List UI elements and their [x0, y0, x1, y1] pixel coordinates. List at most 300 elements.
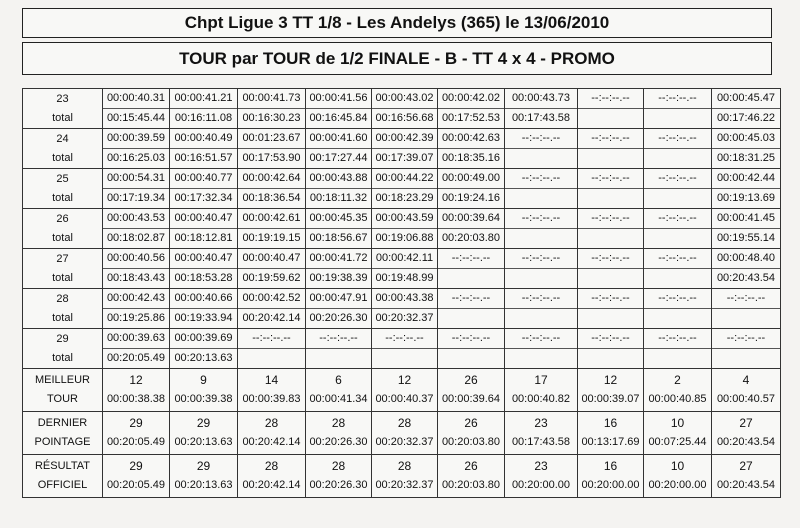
lap-label — [23, 289, 103, 329]
stats-lap-number: 29 — [129, 459, 143, 473]
stats-time: 00:00:39.07 — [581, 393, 640, 405]
lap-time: 00:00:42.64 — [238, 169, 305, 189]
lap-time: 00:01:23.67 — [238, 129, 305, 149]
stats-time: 00:07:25.44 — [648, 436, 707, 448]
stats-cell — [644, 455, 712, 498]
stats-cell — [372, 412, 438, 455]
lap-time: --:--:--.-- — [712, 289, 780, 309]
cumulative-time: 00:18:23.29 — [375, 192, 434, 204]
lap-time: --:--:--.-- — [644, 209, 711, 229]
stats-lap-number: 28 — [264, 459, 279, 473]
stats-time: 00:00:40.57 — [716, 393, 776, 405]
stats-lap-number: 12 — [603, 373, 618, 387]
cumulative-time: 00:18:11.32 — [309, 192, 368, 204]
cumulative-time — [712, 349, 780, 368]
stats-lap-number: 27 — [739, 416, 753, 430]
cumulative-time — [505, 349, 577, 368]
total-label: total — [52, 311, 73, 324]
lap-time: --:--:--.-- — [505, 289, 577, 309]
lap-time: --:--:--.-- — [578, 89, 643, 109]
cumulative-time — [578, 149, 643, 168]
lap-time-cell — [644, 129, 712, 169]
lap-row — [23, 249, 781, 289]
stats-time: 00:20:32.37 — [375, 479, 434, 491]
lap-time-cell — [103, 209, 170, 249]
lap-time: 00:00:39.59 — [103, 129, 169, 149]
lap-time: 00:00:40.47 — [170, 249, 237, 269]
cumulative-time: 00:19:48.99 — [375, 272, 434, 284]
cumulative-time: 00:20:42.14 — [242, 312, 301, 324]
cumulative-time: 00:16:45.84 — [309, 112, 368, 124]
lap-number: 29 — [56, 332, 69, 345]
cumulative-time — [505, 149, 577, 168]
stats-lap-number: 28 — [264, 416, 279, 430]
lap-time: 00:00:40.66 — [170, 289, 237, 309]
cumulative-time: 00:17:32.34 — [174, 192, 233, 204]
cumulative-time — [578, 189, 643, 208]
lap-time-cell — [438, 209, 505, 249]
stats-cell — [103, 455, 170, 498]
cumulative-time: 00:16:30.23 — [242, 112, 301, 124]
stats-cell — [644, 369, 712, 412]
cumulative-time: 00:16:11.08 — [174, 112, 233, 124]
lap-time-cell — [438, 289, 505, 329]
stats-cell — [505, 369, 578, 412]
stats-cell — [505, 455, 578, 498]
stats-lap-number: 10 — [670, 459, 685, 473]
stats-cell — [103, 369, 170, 412]
stats-row — [23, 412, 781, 455]
cumulative-time: 00:17:53.90 — [242, 152, 301, 164]
cumulative-time: 00:19:38.39 — [309, 272, 368, 284]
stats-row — [23, 369, 781, 412]
lap-time-cell — [372, 89, 438, 129]
lap-time-cell — [238, 129, 306, 169]
lap-time-cell — [578, 129, 644, 169]
lap-time: 00:00:44.22 — [372, 169, 437, 189]
lap-time: 00:00:43.38 — [372, 289, 437, 309]
stats-label-top: RÉSULTAT — [34, 460, 90, 472]
stats-lap-number: 26 — [464, 373, 478, 387]
cumulative-time — [505, 269, 577, 288]
cumulative-time: 00:19:55.14 — [716, 232, 776, 244]
cumulative-time: 00:17:46.22 — [716, 112, 776, 124]
lap-time-cell — [505, 89, 578, 129]
lap-time-cell — [505, 329, 578, 369]
lap-time-cell — [438, 249, 505, 289]
lap-time-cell — [170, 129, 238, 169]
cumulative-time: 00:18:35.16 — [441, 152, 501, 164]
stats-time: 00:00:39.38 — [174, 393, 233, 405]
lap-time: --:--:--.-- — [306, 329, 371, 349]
cumulative-time: 00:20:26.30 — [309, 312, 368, 324]
stats-lap-number: 6 — [335, 373, 342, 387]
stats-cell — [712, 369, 781, 412]
lap-time-cell — [438, 169, 505, 209]
lap-time-cell — [103, 289, 170, 329]
lap-time: --:--:--.-- — [578, 209, 643, 229]
lap-time: 00:00:41.72 — [306, 249, 371, 269]
lap-time: 00:00:42.11 — [372, 249, 437, 269]
cumulative-time: 00:19:25.86 — [106, 312, 166, 324]
results-table — [22, 88, 781, 498]
stats-lap-number: 2 — [674, 373, 681, 387]
cumulative-time — [578, 349, 643, 368]
lap-time-cell — [170, 169, 238, 209]
lap-time: 00:00:43.53 — [103, 209, 169, 229]
lap-time: 00:00:41.73 — [238, 89, 305, 109]
stats-cell — [578, 455, 644, 498]
total-label: total — [52, 111, 73, 124]
stats-time: 00:20:00.00 — [581, 479, 640, 491]
cumulative-time: 00:19:24.16 — [441, 192, 501, 204]
stats-lap-number: 28 — [397, 459, 412, 473]
lap-row — [23, 329, 781, 369]
cumulative-time: 00:18:36.54 — [242, 192, 301, 204]
lap-time-cell — [578, 249, 644, 289]
stats-label-bottom: OFFICIEL — [37, 479, 88, 491]
lap-time-cell — [238, 329, 306, 369]
cumulative-time: 00:19:19.15 — [242, 232, 301, 244]
stats-time: 00:20:13.63 — [174, 479, 233, 491]
cumulative-time: 00:18:02.87 — [106, 232, 166, 244]
cumulative-time: 00:17:52.53 — [441, 112, 501, 124]
lap-number: 23 — [56, 92, 69, 105]
lap-time: 00:00:43.59 — [372, 209, 437, 229]
lap-time: --:--:--.-- — [644, 249, 711, 269]
stats-label — [23, 369, 103, 412]
stats-cell — [306, 455, 372, 498]
lap-time: 00:00:42.52 — [238, 289, 305, 309]
stats-time: 00:20:00.00 — [511, 479, 571, 491]
lap-time-cell — [578, 89, 644, 129]
lap-time-cell — [712, 129, 781, 169]
stats-time: 00:20:03.80 — [441, 479, 501, 491]
stats-cell — [238, 412, 306, 455]
lap-time-cell — [238, 289, 306, 329]
lap-time-cell — [644, 329, 712, 369]
cumulative-time — [505, 229, 577, 248]
total-label: total — [52, 231, 73, 244]
lap-time-cell — [170, 289, 238, 329]
lap-time: 00:00:40.56 — [103, 249, 169, 269]
stats-label-bottom: POINTAGE — [34, 436, 91, 448]
lap-time-cell — [505, 289, 578, 329]
stats-label-top: DERNIER — [37, 417, 88, 429]
cumulative-time: 00:15:45.44 — [106, 112, 166, 124]
lap-time-cell — [578, 329, 644, 369]
lap-number: 28 — [56, 292, 69, 305]
stats-time: 00:20:32.37 — [375, 436, 434, 448]
lap-time-cell — [438, 329, 505, 369]
cumulative-time — [578, 109, 643, 128]
stats-lap-number: 16 — [603, 416, 618, 430]
lap-time-cell — [505, 129, 578, 169]
stats-time: 00:20:05.49 — [106, 479, 166, 491]
lap-time-cell — [103, 129, 170, 169]
lap-time: 00:00:40.49 — [170, 129, 237, 149]
total-label: total — [52, 191, 73, 204]
lap-time-cell — [306, 89, 372, 129]
lap-time: --:--:--.-- — [505, 209, 577, 229]
cumulative-time — [644, 309, 711, 328]
lap-time: --:--:--.-- — [438, 329, 504, 349]
lap-time: --:--:--.-- — [505, 329, 577, 349]
stats-lap-number: 12 — [397, 373, 412, 387]
stats-lap-number: 29 — [129, 416, 143, 430]
lap-time-cell — [644, 249, 712, 289]
lap-time: --:--:--.-- — [505, 249, 577, 269]
lap-time-cell — [644, 209, 712, 249]
lap-time: 00:00:39.63 — [103, 329, 169, 349]
lap-time-cell — [578, 169, 644, 209]
cumulative-time — [238, 349, 305, 368]
total-label: total — [52, 351, 73, 364]
results-body — [23, 89, 781, 498]
lap-time-cell — [103, 169, 170, 209]
stats-lap-number: 17 — [534, 373, 548, 387]
stats-time: 00:20:42.14 — [242, 479, 301, 491]
stats-time: 00:20:03.80 — [441, 436, 501, 448]
lap-time: --:--:--.-- — [578, 169, 643, 189]
lap-time-cell — [505, 169, 578, 209]
stats-cell — [306, 369, 372, 412]
lap-time: 00:00:41.21 — [170, 89, 237, 109]
lap-time-cell — [372, 209, 438, 249]
stats-lap-number: 28 — [331, 416, 346, 430]
lap-time: 00:00:42.02 — [438, 89, 504, 109]
stats-cell — [438, 455, 505, 498]
stats-lap-number: 9 — [200, 373, 207, 387]
cumulative-time — [438, 309, 504, 328]
stats-cell — [170, 412, 238, 455]
lap-time-cell — [712, 289, 781, 329]
stats-time: 00:17:43.58 — [511, 436, 571, 448]
lap-time-cell — [372, 329, 438, 369]
stats-time: 00:13:17.69 — [581, 436, 640, 448]
stats-lap-number: 23 — [534, 459, 548, 473]
stats-cell — [712, 412, 781, 455]
lap-label — [23, 129, 103, 169]
lap-row — [23, 209, 781, 249]
lap-time-cell — [644, 169, 712, 209]
stats-time: 00:00:40.82 — [511, 393, 571, 405]
lap-time: --:--:--.-- — [505, 169, 577, 189]
stats-cell — [170, 369, 238, 412]
lap-time: 00:00:45.47 — [712, 89, 780, 109]
lap-time-cell — [306, 249, 372, 289]
lap-time: 00:00:47.91 — [306, 289, 371, 309]
stats-lap-number: 16 — [603, 459, 618, 473]
lap-time-cell — [712, 329, 781, 369]
lap-time: --:--:--.-- — [438, 249, 504, 269]
lap-time-cell — [238, 249, 306, 289]
cumulative-time: 00:20:13.63 — [174, 352, 233, 364]
lap-time: 00:00:48.40 — [712, 249, 780, 269]
stats-time: 00:00:39.64 — [441, 393, 501, 405]
lap-time-cell — [644, 289, 712, 329]
stats-label-top: MEILLEUR — [34, 374, 91, 386]
lap-time-cell — [170, 329, 238, 369]
stats-time: 00:20:05.49 — [106, 436, 166, 448]
stats-lap-number: 23 — [534, 416, 548, 430]
cumulative-time: 00:17:39.07 — [375, 152, 434, 164]
lap-time: 00:00:42.39 — [372, 129, 437, 149]
total-label: total — [52, 271, 73, 284]
lap-time: 00:00:43.88 — [306, 169, 371, 189]
stats-lap-number: 10 — [670, 416, 685, 430]
lap-time: 00:00:40.77 — [170, 169, 237, 189]
lap-time-cell — [306, 129, 372, 169]
lap-label — [23, 209, 103, 249]
stats-lap-number: 27 — [739, 459, 753, 473]
cumulative-time: 00:18:31.25 — [716, 152, 776, 164]
lap-time: 00:00:43.02 — [372, 89, 437, 109]
stats-time: 00:20:43.54 — [716, 436, 776, 448]
lap-time: --:--:--.-- — [438, 289, 504, 309]
cumulative-time — [505, 309, 577, 328]
lap-time-cell — [578, 289, 644, 329]
stats-cell — [505, 412, 578, 455]
stats-cell — [306, 412, 372, 455]
lap-row — [23, 289, 781, 329]
cumulative-time — [644, 349, 711, 368]
lap-time: 00:00:39.64 — [438, 209, 504, 229]
stats-cell — [438, 369, 505, 412]
cumulative-time: 00:18:53.28 — [174, 272, 233, 284]
lap-time: --:--:--.-- — [505, 129, 577, 149]
lap-time-cell — [238, 169, 306, 209]
lap-time-cell — [306, 289, 372, 329]
stats-time: 00:00:40.37 — [375, 393, 434, 405]
lap-time: 00:00:42.61 — [238, 209, 305, 229]
cumulative-time — [578, 309, 643, 328]
stats-time: 00:20:13.63 — [174, 436, 233, 448]
stats-cell — [238, 369, 306, 412]
cumulative-time: 00:16:25.03 — [106, 152, 166, 164]
lap-time: 00:00:42.63 — [438, 129, 504, 149]
stats-label-bottom: TOUR — [47, 393, 78, 405]
lap-time-cell — [306, 329, 372, 369]
cumulative-time — [712, 309, 780, 328]
lap-time-cell — [505, 249, 578, 289]
lap-time: --:--:--.-- — [372, 329, 437, 349]
cumulative-time: 00:20:03.80 — [441, 232, 501, 244]
stats-time: 00:20:26.30 — [309, 479, 368, 491]
lap-time-cell — [170, 89, 238, 129]
cumulative-time: 00:17:19.34 — [106, 192, 166, 204]
lap-label — [23, 89, 103, 129]
cumulative-time — [644, 189, 711, 208]
lap-time-cell — [712, 89, 781, 129]
lap-time: --:--:--.-- — [644, 89, 711, 109]
lap-row — [23, 169, 781, 209]
lap-time-cell — [438, 89, 505, 129]
lap-time-cell — [103, 89, 170, 129]
lap-time-cell — [372, 129, 438, 169]
stats-time: 00:00:38.38 — [106, 393, 166, 405]
cumulative-time: 00:19:33.94 — [174, 312, 233, 324]
stats-time: 00:20:43.54 — [716, 479, 776, 491]
lap-time-cell — [238, 209, 306, 249]
lap-label — [23, 169, 103, 209]
lap-time-cell — [103, 329, 170, 369]
stats-time: 00:20:42.14 — [242, 436, 301, 448]
cumulative-time — [644, 149, 711, 168]
stats-lap-number: 26 — [464, 459, 478, 473]
lap-time-cell — [578, 209, 644, 249]
stats-cell — [644, 412, 712, 455]
stats-lap-number: 12 — [129, 373, 143, 387]
lap-time-cell — [644, 89, 712, 129]
stats-time: 00:20:26.30 — [309, 436, 368, 448]
lap-time: --:--:--.-- — [712, 329, 780, 349]
stats-cell — [712, 455, 781, 498]
stats-cell — [438, 412, 505, 455]
lap-number: 24 — [56, 132, 69, 145]
lap-time: 00:00:45.03 — [712, 129, 780, 149]
cumulative-time — [644, 269, 711, 288]
lap-time: 00:00:42.43 — [103, 289, 169, 309]
lap-time-cell — [238, 89, 306, 129]
stats-cell — [372, 455, 438, 498]
cumulative-time — [438, 269, 504, 288]
lap-time: --:--:--.-- — [644, 289, 711, 309]
cumulative-time: 00:18:12.81 — [174, 232, 233, 244]
lap-time: 00:00:40.31 — [103, 89, 169, 109]
cumulative-time — [372, 349, 437, 368]
stats-cell — [238, 455, 306, 498]
lap-time-cell — [505, 209, 578, 249]
lap-time-cell — [306, 169, 372, 209]
lap-number: 26 — [56, 212, 69, 225]
lap-time: --:--:--.-- — [578, 129, 643, 149]
stats-lap-number: 28 — [331, 459, 346, 473]
lap-row — [23, 129, 781, 169]
cumulative-time: 00:20:05.49 — [106, 352, 166, 364]
cumulative-time — [306, 349, 371, 368]
cumulative-time: 00:16:51.57 — [174, 152, 233, 164]
stats-cell — [578, 412, 644, 455]
lap-time-cell — [103, 249, 170, 289]
stats-time: 00:00:40.85 — [648, 393, 707, 405]
lap-label — [23, 329, 103, 369]
stats-lap-number: 4 — [742, 373, 750, 387]
stats-time: 00:20:00.00 — [648, 479, 707, 491]
page-title: Chpt Ligue 3 TT 1/8 - Les Andelys (365) le 13/06/2010 — [22, 8, 772, 38]
cumulative-time: 00:19:06.88 — [375, 232, 434, 244]
lap-number: 25 — [56, 172, 69, 185]
lap-time-cell — [712, 249, 781, 289]
lap-time-cell — [306, 209, 372, 249]
cumulative-time: 00:17:43.58 — [511, 112, 571, 124]
lap-time-cell — [372, 249, 438, 289]
lap-time: 00:00:40.47 — [238, 249, 305, 269]
lap-row — [23, 89, 781, 129]
lap-time-cell — [712, 169, 781, 209]
lap-time: 00:00:39.69 — [170, 329, 237, 349]
stats-cell — [103, 412, 170, 455]
cumulative-time: 00:19:59.62 — [242, 272, 301, 284]
lap-time: 00:00:42.44 — [712, 169, 780, 189]
stats-cell — [372, 369, 438, 412]
lap-label — [23, 249, 103, 289]
lap-time-cell — [170, 249, 238, 289]
lap-time-cell — [438, 129, 505, 169]
cumulative-time: 00:17:27.44 — [309, 152, 368, 164]
cumulative-time — [438, 349, 504, 368]
cumulative-time — [578, 269, 643, 288]
